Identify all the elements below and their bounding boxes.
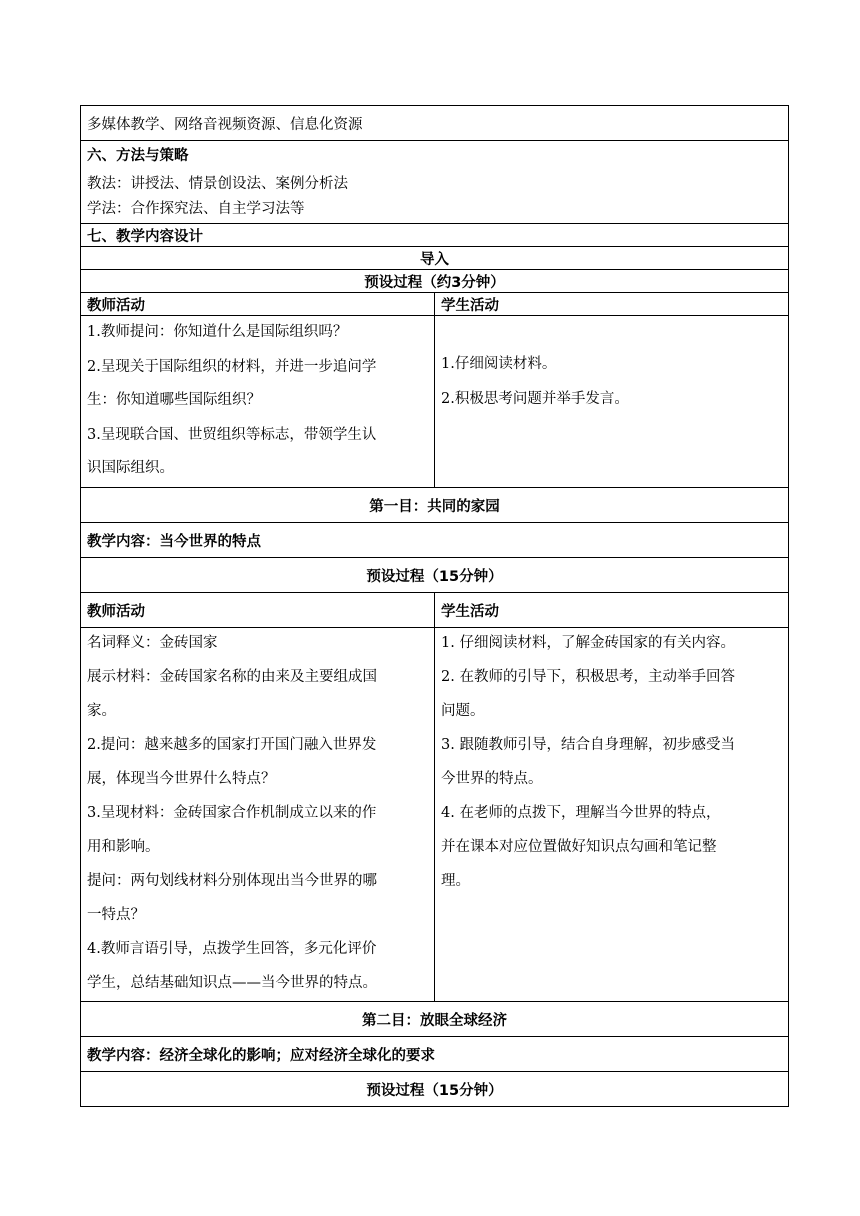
section1-student-line: 4. 在老师的点拨下，理解当今世界的特点， <box>441 805 721 821</box>
section1-teacher-line: 展，体现当今世界什么特点？ <box>87 771 276 787</box>
teaching-methods: 教法：讲授法、情景创设法、案例分析法 <box>87 176 348 192</box>
section1-student-line: 2. 在教师的引导下，积极思考，主动举手回答 <box>441 669 735 685</box>
section1-content: 教学内容：当今世界的特点 <box>87 533 261 550</box>
resources-row <box>81 106 789 141</box>
section1-student-line: 今世界的特点。 <box>441 771 543 787</box>
section2-process: 预设过程（15分钟） <box>366 1082 503 1099</box>
design-heading: 七、教学内容设计 <box>87 228 203 245</box>
intro-student-line: 2.积极思考问题并举手发言。 <box>441 391 629 407</box>
section1-teacher-line: 展示材料：金砖国家名称的由来及主要组成国 <box>87 669 377 685</box>
intro-header-row <box>81 293 789 316</box>
section1-student-line: 1. 仔细阅读材料，了解金砖国家的有关内容。 <box>441 635 735 651</box>
section1-teacher-line: 3.呈现材料：金砖国家合作机制成立以来的作 <box>87 805 377 821</box>
intro-student-line: 1.仔细阅读材料。 <box>441 356 557 372</box>
section1-teacher-line: 名词释义：金砖国家 <box>87 635 218 651</box>
section2-content: 教学内容：经济全球化的影响；应对经济全球化的要求 <box>87 1047 435 1064</box>
intro-teacher-line: 识国际组织。 <box>87 460 174 476</box>
lesson-plan-page <box>80 105 789 1107</box>
section1-student-header: 学生活动 <box>441 603 499 620</box>
intro-activity-row <box>81 316 789 488</box>
section1-teacher-line: 2.提问：越来越多的国家打开国门融入世界发 <box>87 737 377 753</box>
lesson-plan-table <box>80 105 789 1107</box>
resources-text: 多媒体教学、网络音视频资源、信息化资源 <box>87 116 363 133</box>
intro-title: 导入 <box>420 251 449 268</box>
section1-process-row <box>81 558 789 593</box>
section1-header-row <box>81 593 789 628</box>
intro-process-row <box>81 270 789 293</box>
section1-student-line: 理。 <box>441 873 470 889</box>
section1-student-line: 并在课本对应位置做好知识点勾画和笔记整 <box>441 839 717 855</box>
intro-student-header: 学生活动 <box>441 297 499 314</box>
section1-title: 第一目：共同的家园 <box>369 498 500 515</box>
intro-process: 预设过程（约3分钟） <box>364 274 505 291</box>
learning-methods: 学法：合作探究法、自主学习法等 <box>87 201 305 217</box>
section2-process-row <box>81 1072 789 1107</box>
section1-teacher-line: 提问：两句划线材料分别体现出当今世界的哪 <box>87 873 377 889</box>
section1-student-line: 问题。 <box>441 703 485 719</box>
methods-row <box>81 141 789 224</box>
intro-teacher-line: 3.呈现联合国、世贸组织等标志，带领学生认 <box>87 427 377 443</box>
section1-student-line: 3. 跟随教师引导，结合自身理解，初步感受当 <box>441 737 735 753</box>
intro-title-row <box>81 247 789 270</box>
section1-teacher-line: 学生，总结基础知识点——当今世界的特点。 <box>87 975 377 991</box>
intro-teacher-line: 生：你知道哪些国际组织？ <box>87 392 261 408</box>
section1-title-row <box>81 488 789 523</box>
section1-teacher-line: 家。 <box>87 703 116 719</box>
section1-activity-row <box>81 628 789 1002</box>
section1-teacher-line: 用和影响。 <box>87 839 160 855</box>
section1-content-row <box>81 523 789 558</box>
design-heading-row <box>81 224 789 247</box>
section2-title-row <box>81 1002 789 1037</box>
section1-process: 预设过程（15分钟） <box>366 568 503 585</box>
section2-content-row <box>81 1037 789 1072</box>
section1-teacher-line: 4.教师言语引导，点拨学生回答，多元化评价 <box>87 941 377 957</box>
section1-teacher-line: 一特点？ <box>87 907 145 923</box>
intro-teacher-line: 1.教师提问：你知道什么是国际组织吗？ <box>87 324 348 340</box>
section2-title: 第二目：放眼全球经济 <box>362 1012 507 1029</box>
section1-teacher-header: 教师活动 <box>87 603 145 620</box>
intro-teacher-line: 2.呈现关于国际组织的材料，并进一步追问学 <box>87 359 377 375</box>
intro-teacher-header: 教师活动 <box>87 297 145 314</box>
methods-heading: 六、方法与策略 <box>87 148 189 164</box>
